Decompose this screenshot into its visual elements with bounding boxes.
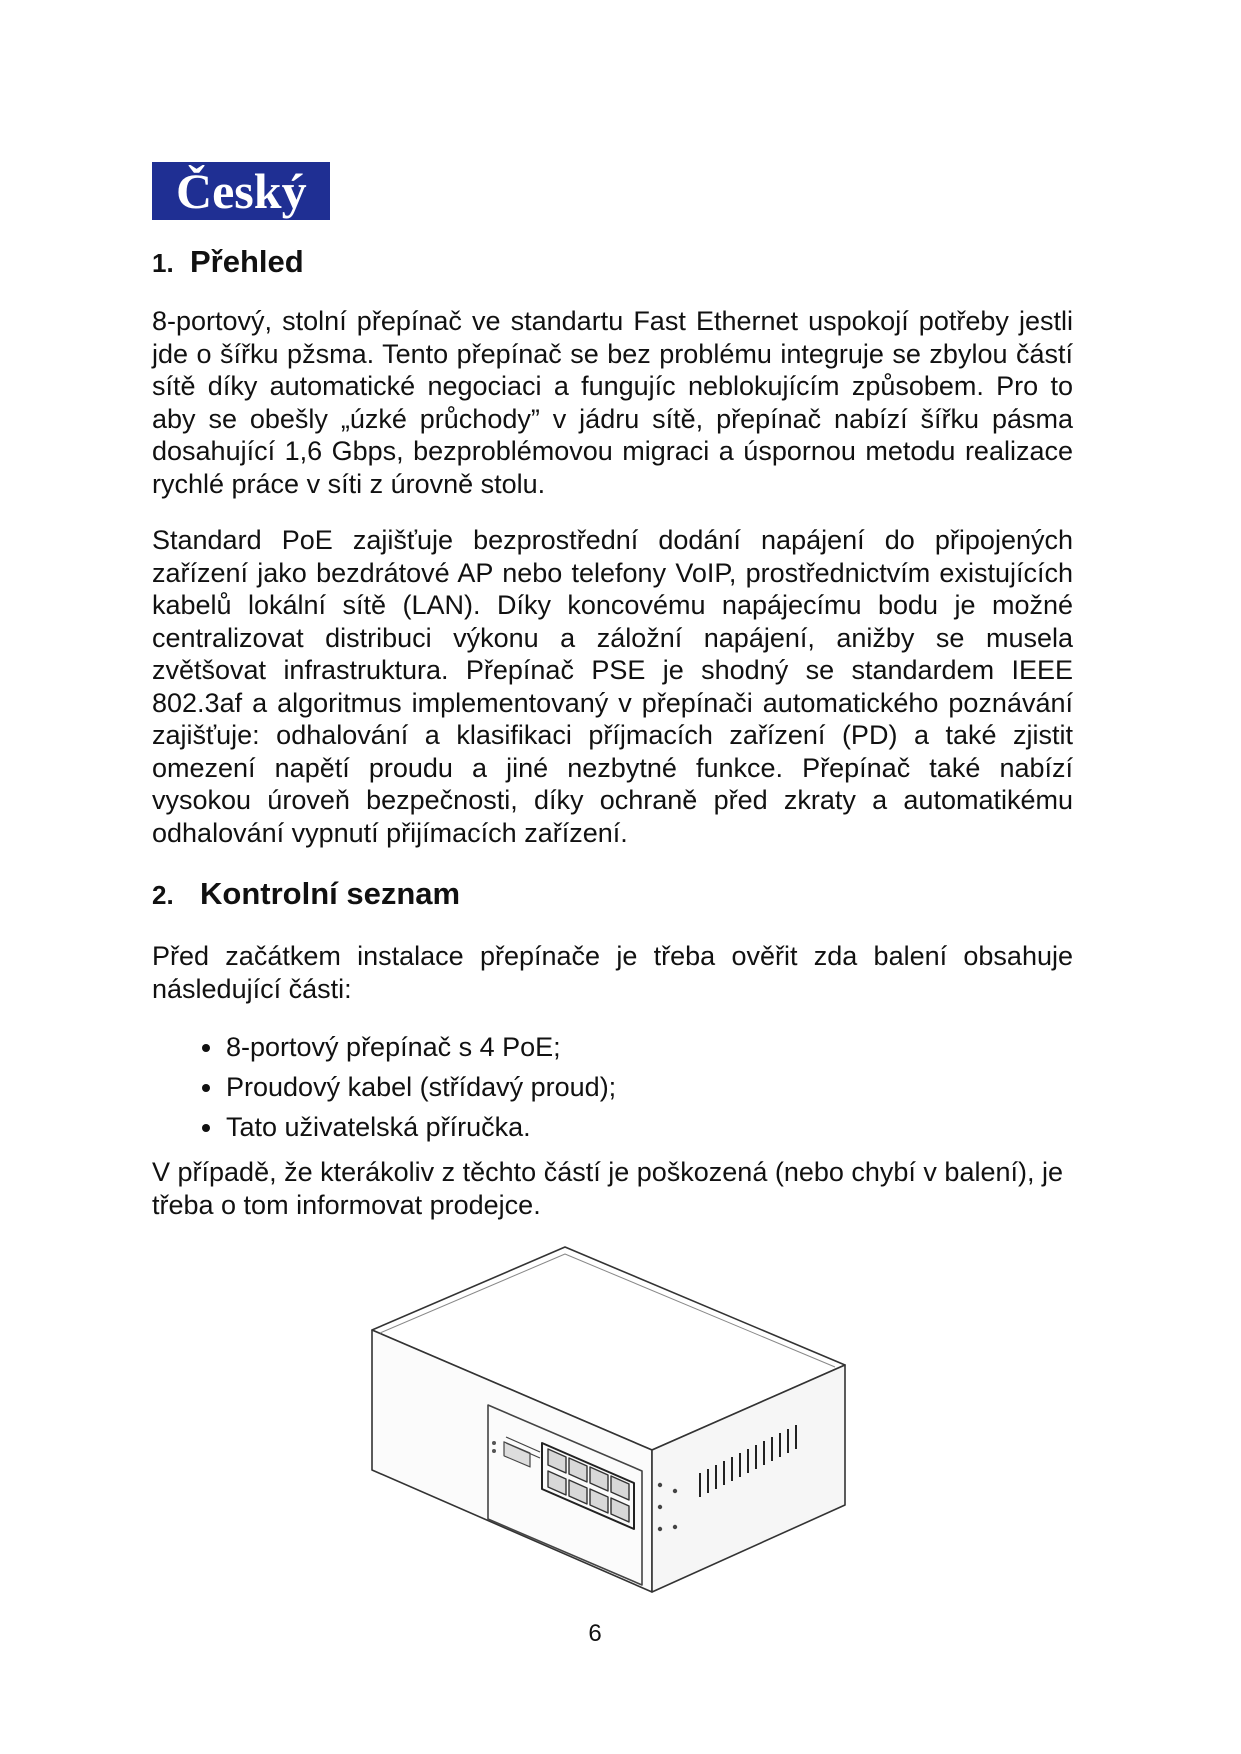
overview-paragraph-1: 8-portový, stolní přepínač ve standartu Fast Ethernet uspokojí potřeby jestli jde o šířku pžsma. Tento přepínač se bez problému integruje se zbylou částí sítě díky automatické negociaci a fungujíc neblokujícím způsobem. Pro to aby se obešly „úzké průchody” v jádru sítě, přepínač nabízí šířku pásma dosahující 1,6 Gbps, bezproblémovou migraci a úspornou metodu realizace rychlé práce v síti z úrovně stolu. bbox=[152, 306, 1073, 499]
section-title: Kontrolní seznam bbox=[200, 876, 461, 911]
checklist-note: V případě, že kterákoliv z těchto částí je poškozená (nebo chybí v balení), je třeba o tom informovat prodejce. bbox=[152, 1157, 1063, 1220]
language-badge: Český bbox=[152, 162, 330, 220]
list-item: Tato uživatelská příručka. bbox=[200, 1107, 616, 1147]
overview-paragraph-2: Standard PoE zajišťuje bezprostřední dodání napájení do připojených zařízení jako bezdrátové AP nebo telefony VoIP, prostřednictvím existujících kabelů lokální sítě (LAN). Díky koncovému napájecímu bodu je možné centralizovat distribuci výkonu a záložní napájení, anižby se musela zvětšovat infrastruktura. Přepínač PSE je shodný se standardem IEEE 802.3af a algoritmus implementovaný v přepínači automatického poznávání zajišťuje: odhalování a klasifikaci příjmacích zařízení (PD) a také zjistit omezení napětí proudu a jiné nezbytné funkce. Přepínač také nabízí vysokou úroveň bezpečnosti, díky ochraně před zkraty a automatikému odhalování vypnutí přijímacích zařízení. bbox=[152, 525, 1073, 848]
section-number: 2. bbox=[152, 880, 174, 910]
list-item: 8-portový přepínač s 4 PoE; bbox=[200, 1027, 616, 1067]
section-number: 1. bbox=[152, 248, 174, 278]
page-number: 6 bbox=[588, 1620, 602, 1647]
section-heading-checklist bbox=[152, 876, 460, 912]
switch-illustration bbox=[370, 1245, 870, 1605]
section-heading-overview bbox=[152, 244, 304, 280]
checklist-intro: Před začátkem instalace přepínače je třeba ověřit zda balení obsahuje následující části: bbox=[152, 941, 1073, 1004]
section-title: Přehled bbox=[190, 244, 304, 279]
list-item: Proudový kabel (střídavý proud); bbox=[200, 1067, 616, 1107]
package-contents-list bbox=[200, 1027, 616, 1147]
